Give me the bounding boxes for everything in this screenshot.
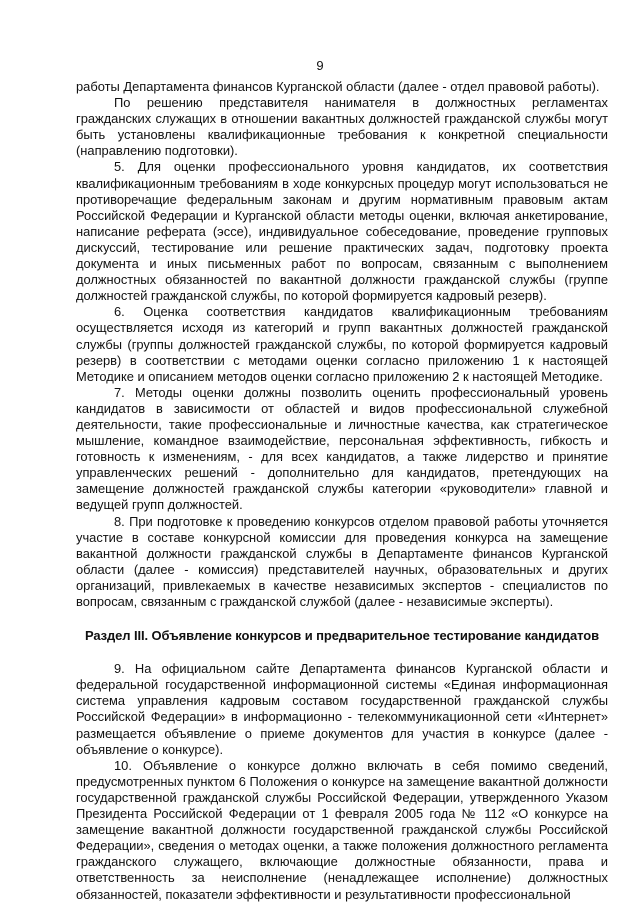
paragraph-item-5: 5. Для оценки профессионального уровня кандидатов, их соответствия квалификационным требованиям в ходе конкурсных процедур могут использоваться не противоречащие федеральным законам и другим нормативным правовым актам Российской Федерации и Курганской области методы оценки, включая анкетирование, написание реферата (эссе), индивидуальное собеседование, проведение групповых дискуссий, тестирование или решение практических задач, подготовку проекта документа и иных письменных работ по вопросам, связанным с выполнением должностных обязанностей по вакантной должности гражданской службы (группе должностей гражданской службы, по которой формируется кадровый резерв). xyxy=(76,159,608,304)
paragraph-item-10: 10. Объявление о конкурсе должно включать в себя помимо сведений, предусмотренных пунктом 6 Положения о конкурсе на замещение вакантной должности государственной гражданской службы Российской Федерации, утвержденного Указом Президента Российской Федерации от 1 февраля 2005 года № 112 «О конкурсе на замещение вакантной должности государственной гражданской службы Российской Федерации», сведения о методах оценки, а также положения должностного регламента гражданского служащего, включающие должностные обязанности, права и ответственность за неисполнение (ненадлежащее исполнение) должностных обязанностей, показатели эффективности и результативности профессиональной xyxy=(76,757,608,902)
page-number: 9 xyxy=(316,58,324,73)
paragraph-qualification-requirements: По решению представителя нанимателя в должностных регламентах гражданских служащих в отношении вакантных должностей гражданской службы могут быть установлены квалификационные требования к конкретной специальности (направлению подготовки). xyxy=(76,95,608,159)
paragraph-continuation: работы Департамента финансов Курганской области (далее - отдел правовой работы). xyxy=(76,79,600,94)
paragraph-item-9: 9. На официальном сайте Департамента финансов Курганской области и федеральной государственной информационной системы «Единая информационная система управления кадровым составом государственной гражданской службы Российской Федерации» в информационно - телекоммуникационной сети «Интернет» размещается объявление о приеме документов для участия в конкурсе (далее - объявление о конкурсе). xyxy=(76,661,608,757)
document-body xyxy=(76,79,608,903)
paragraph-item-8: 8. При подготовке к проведению конкурсов отделом правовой работы уточняется участие в составе конкурсной комиссии для проведения конкурса на замещение вакантной должности гражданской службы в Департаменте финансов Курганской области (далее - комиссия) представителей научных, образовательных и других организаций, привлекаемых в качестве независимых экспертов - специалистов по вопросам, связанным с гражданской службой (далее - независимые эксперты). xyxy=(76,513,608,609)
paragraph-item-6: 6. Оценка соответствия кандидатов квалификационным требованиям осуществляется исходя из категорий и групп вакантных должностей гражданской службы (группы должностей гражданской службы, по которой формируется кадровый резерв) в соответствии с методами оценки согласно приложению 1 к настоящей Методике и описанием методов оценки согласно приложению 2 к настоящей Методике. xyxy=(76,304,608,384)
section-heading: Раздел III. Объявление конкурсов и предварительное тестирование кандидатов xyxy=(84,628,600,644)
paragraph-item-7: 7. Методы оценки должны позволить оценить профессиональный уровень кандидатов в зависимости от областей и видов профессиональной служебной деятельности, такие профессиональные и личностные качества, как стратегическое мышление, командное взаимодействие, персональная эффективность, гибкость и готовность к изменениям, - для всех кандидатов, а также лидерство и принятие управленческих решений - дополнительно для кандидатов, претендующих на замещение должностей гражданской службы категории «руководители» главной и ведущей групп должностей. xyxy=(76,384,608,513)
